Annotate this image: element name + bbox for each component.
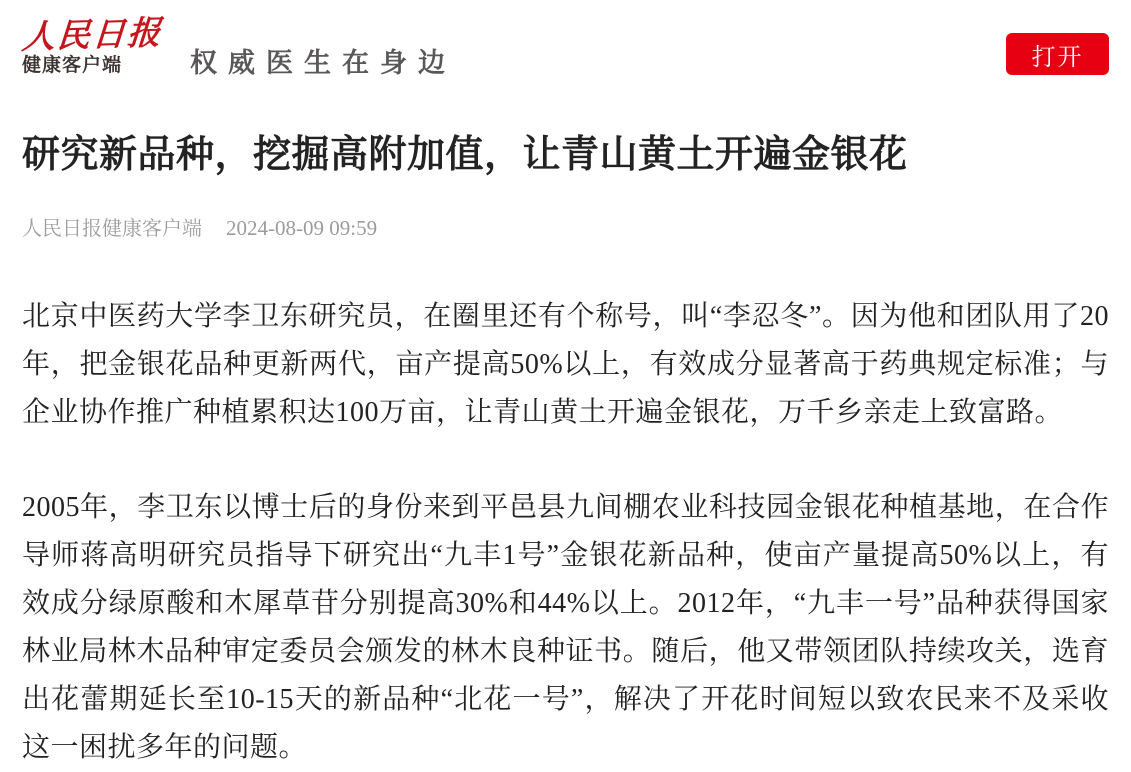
header-tagline: 权威医生在身边 [190, 48, 456, 78]
article-title: 研究新品种，挖掘高附加值，让青山黄土开遍金银花 [22, 134, 908, 176]
logo-subtitle-text: 健康客户端 [22, 55, 123, 76]
article-body [22, 293, 1109, 772]
open-in-app-button[interactable]: 打开 [1006, 33, 1109, 75]
article-meta [22, 212, 1109, 241]
article-container [0, 132, 1131, 772]
article-paragraph: 2005年，李卫东以博士后的身份来到平邑县九间棚农业科技园金银花种植基地，在合作导师蒋高明研究员指导下研究出“九丰1号”金银花新品种，使亩产量提高50%以上，有效成分绿原酸和木犀草苷分别提高30%和44%以上。2012年，“九丰一号”品种获得国家林业局林木品种审定委员会颁发的林木良种证书。随后，他又带领团队持续攻关，选育出花蕾期延长至10-15天的新品种“北花一号”，解决了开花时间短以致农民来不及采收这一困扰多年的问题。 [22, 491, 1109, 763]
article-datetime: 2024-08-09 09:59 [226, 215, 378, 240]
logo-masthead-text: 人民日报 [20, 15, 164, 57]
peoples-daily-health-logo[interactable] [20, 15, 164, 76]
article-source: 人民日报健康客户端 [22, 217, 202, 240]
article-paragraph: 北京中医药大学李卫东研究员，在圈里还有个称号，叫“李忍冬”。因为他和团队用了20年，把金银花品种更新两代，亩产提高50%以上，有效成分显著高于药典规定标准；与企业协作推广种植累积达100万亩，让青山黄土开遍金银花，万千乡亲走上致富路。 [22, 300, 1109, 428]
page-header [0, 0, 1131, 102]
